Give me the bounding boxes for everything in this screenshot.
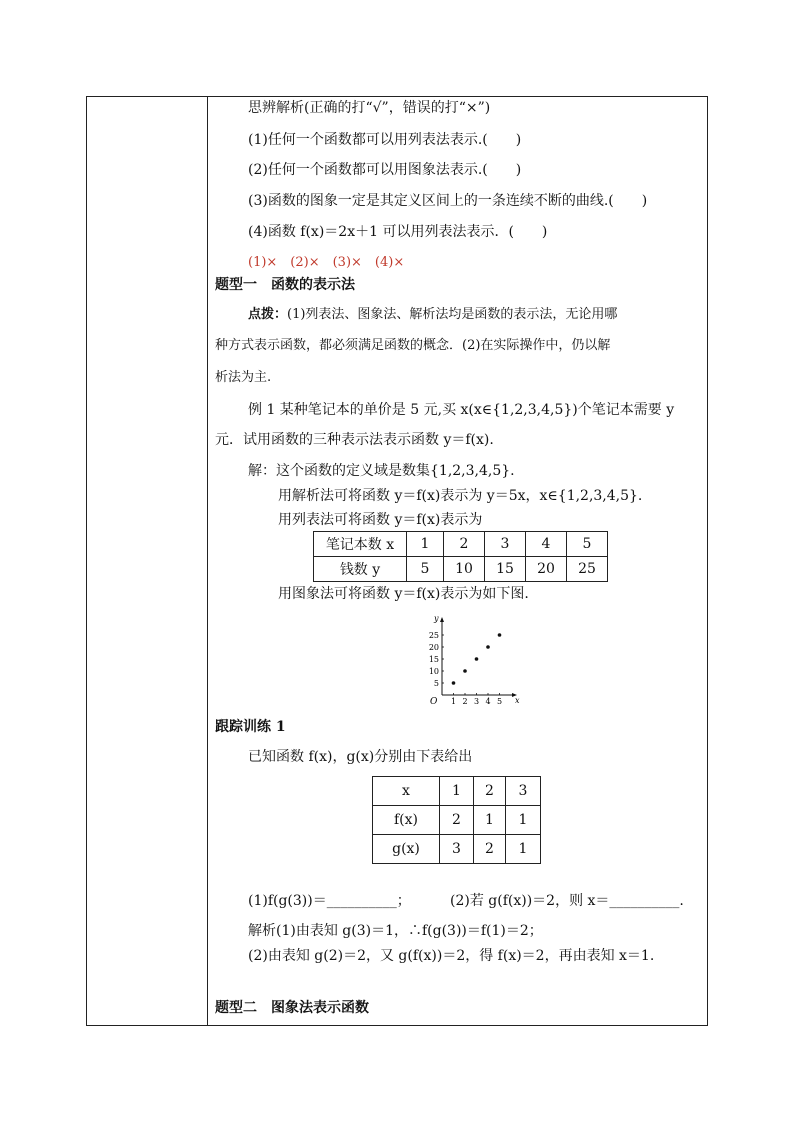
table-cell: 5 [407, 557, 444, 582]
training-q1: (1)f(g(3))＝__________； [248, 893, 411, 909]
table-cell: 1 [506, 835, 541, 864]
intro-answers: (1)× (2)× (3)× (4)× [248, 255, 405, 270]
solution-line1: 解：这个函数的定义域是数集{1,2,3,4,5}. [248, 463, 515, 479]
table-cell: 3 [440, 835, 474, 864]
table-row [314, 532, 608, 557]
table-cell: 4 [526, 532, 567, 557]
table-cell: 笔记本数 x [314, 532, 407, 557]
data-point [463, 669, 467, 673]
y-axis-label: y [434, 614, 439, 623]
x-tick-label: 4 [485, 697, 491, 706]
tip-label: 点拨： [248, 307, 288, 322]
training-answer2: (2)由表知 g(2)＝2，又 g(f(x))＝2，得 f(x)＝2，再由表知 x＝1. [248, 948, 655, 964]
intro-q3: (3)函数的图象一定是其定义区间上的一条连续不断的曲线.( ) [248, 193, 648, 209]
x-tick-label: 5 [497, 697, 503, 706]
training-answer1: 解析(1)由表知 g(3)＝1，∴f(g(3))＝f(1)＝2； [248, 923, 543, 939]
training-intro: 已知函数 f(x)，g(x)分别由下表给出 [248, 749, 473, 765]
table-cell: 2 [444, 532, 485, 557]
y-axis-arrow [440, 617, 444, 622]
table-cell: 1 [407, 532, 444, 557]
table-row [373, 835, 541, 864]
table-cell: 3 [485, 532, 526, 557]
data-point [498, 633, 502, 637]
table-cell: 3 [506, 777, 541, 806]
intro-q1: (1)任何一个函数都可以用列表法表示.( ) [248, 132, 522, 148]
scatter-chart [420, 605, 530, 709]
y-tick-label: 20 [428, 643, 439, 652]
y-tick-label: 10 [428, 667, 439, 676]
x-axis-label: x [515, 696, 520, 705]
example-line2: 元．试用函数的三种表示法表示函数 y＝f(x). [215, 432, 494, 448]
y-tick-label: 25 [428, 631, 439, 640]
x-tick-label: 3 [474, 697, 480, 706]
x-tick-label: 1 [451, 697, 457, 706]
tip-line3: 析法为主. [215, 370, 272, 385]
table-cell: 2 [474, 777, 506, 806]
y-tick-label: 15 [428, 655, 439, 664]
origin-label: O [430, 697, 438, 707]
table-cell: 5 [567, 532, 608, 557]
tip-text1: (1)列表法、图象法、解析法均是函数的表示法，无论用哪 [287, 307, 618, 322]
tip-line1 [248, 305, 617, 325]
table-cell: 10 [444, 557, 485, 582]
intro-q2: (2)任何一个函数都可以用图象法表示.( ) [248, 162, 522, 178]
intro-title: 思辨解析(正确的打“√”，错误的打“×”) [248, 100, 491, 116]
section1-heading: 题型一 函数的表示法 [215, 277, 355, 293]
intro-q4: (4)函数 f(x)＝2x＋1 可以用列表法表示．( ) [248, 224, 548, 240]
y-tick-label: 5 [433, 679, 439, 688]
table-cell: 15 [485, 557, 526, 582]
table-cell: 25 [567, 557, 608, 582]
table-cell: 2 [440, 806, 474, 835]
solution-line2: 用解析法可将函数 y＝f(x)表示为 y＝5x，x∈{1,2,3,4,5}. [278, 488, 643, 504]
table-cell: 2 [474, 835, 506, 864]
column-divider [207, 97, 208, 1025]
fg-table [372, 776, 541, 864]
training-q2: (2)若 g(f(x))＝2，则 x＝__________. [450, 893, 684, 909]
table-row [373, 777, 541, 806]
table-cell: 1 [474, 806, 506, 835]
notebook-table [313, 531, 608, 582]
solution-line3: 用列表法可将函数 y＝f(x)表示为 [278, 512, 483, 528]
table-row [314, 557, 608, 582]
tip-line2: 种方式表示函数，都必须满足函数的概念．(2)在实际操作中，仍以解 [215, 338, 611, 353]
x-tick-label: 2 [462, 697, 468, 706]
section2-heading: 题型二 图象法表示函数 [215, 1000, 369, 1016]
table-cell: 钱数 y [314, 557, 407, 582]
example-line1: 例 1 某种笔记本的单价是 5 元,买 x(x∈{1,2,3,4,5})个笔记本需要 y [248, 402, 675, 418]
table-cell: 1 [440, 777, 474, 806]
data-point [486, 645, 490, 649]
table-cell: x [373, 777, 440, 806]
solution-line4: 用图象法可将函数 y＝f(x)表示为如下图. [278, 586, 529, 602]
training-heading: 跟踪训练 1 [215, 719, 286, 735]
data-point [475, 657, 479, 661]
table-row [373, 806, 541, 835]
table-cell: f(x) [373, 806, 440, 835]
table-cell: 20 [526, 557, 567, 582]
table-cell: g(x) [373, 835, 440, 864]
data-point [452, 681, 456, 685]
table-cell: 1 [506, 806, 541, 835]
